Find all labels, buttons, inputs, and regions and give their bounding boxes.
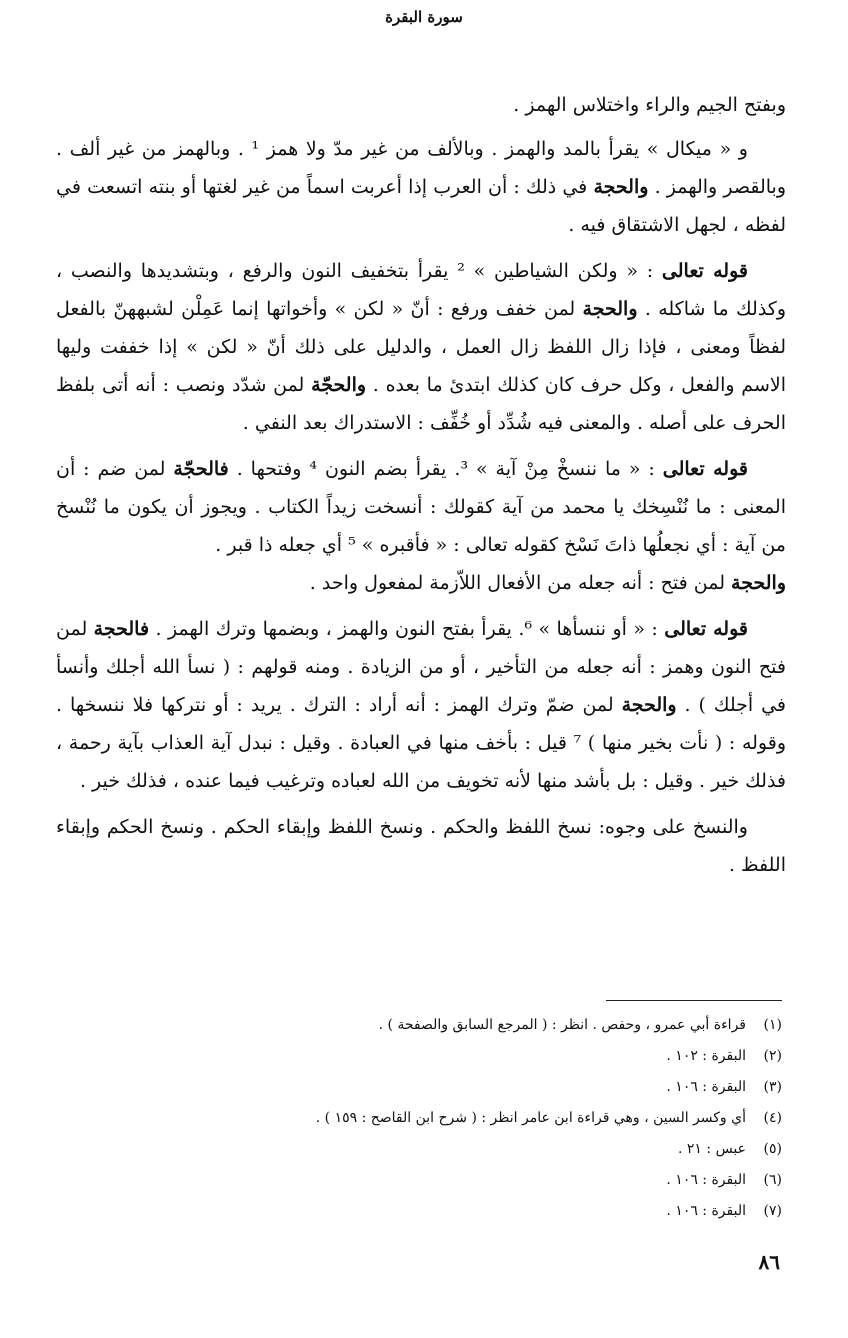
paragraph-nansaha bbox=[56, 610, 786, 800]
footnote-item bbox=[62, 1103, 782, 1134]
paragraph-mikal bbox=[56, 130, 786, 244]
paragraph-text: لمن شدّد ونصب : أنه أتى بلفظ الحرف على أصله . والمعنى فيه شُدِّد أو خُفِّف : الاستدراك بعد النفي . bbox=[56, 374, 786, 434]
paragraph-naskh bbox=[56, 808, 786, 884]
footnote-item bbox=[62, 1072, 782, 1103]
footnote-divider bbox=[606, 1000, 782, 1001]
paragraph-text: لمن فتح : أنه جعله من الأفعال اللاّزمة لمفعول واحد . bbox=[309, 572, 725, 594]
main-text-block bbox=[56, 86, 786, 892]
footnote-number: (٤) bbox=[763, 1110, 782, 1126]
footnotes-list bbox=[62, 1010, 782, 1227]
footnote-text: البقرة : ١٠٦ . bbox=[666, 1203, 746, 1219]
paragraph-text: لمن فتح النون وهمز : أنه جعله من التأخير ، أو من الزيادة . ومنه قولهم : ( نسأ الله أجلك وأنسأ في أجلك ) . bbox=[56, 618, 787, 716]
footnote-text: قراءة أبي عمرو ، وحفص . انظر : ( المرجع السابق والصفحة ) . bbox=[378, 1017, 746, 1033]
footnote-item bbox=[62, 1196, 782, 1227]
footnote-text: البقرة : ١٠٢ . bbox=[666, 1048, 746, 1064]
footnote-item bbox=[62, 1010, 782, 1041]
footnote-number: (٣) bbox=[763, 1079, 782, 1095]
footnote-item bbox=[62, 1134, 782, 1165]
paragraph-text: والنسخ على وجوه: نسخ اللفظ والحكم . ونسخ اللفظ وإبقاء الحكم . ونسخ الحكم وإبقاء اللفظ . bbox=[56, 816, 786, 876]
footnote-text: البقرة : ١٠٦ . bbox=[666, 1079, 746, 1095]
page-number: ٨٦ bbox=[758, 1250, 780, 1274]
paragraph-text: لمن ضم : أن المعنى : ما نُنْسِخك يا محمد من آية كقولك : أنسخت زيداً الكتاب . ويجوز أن يكون ما نُنْسخ من آية : أي نجعلُها ذاتَ نَسْخ كقوله تعالى : « فأقبره » ⁵ أي جعله ذا قبر . bbox=[56, 458, 786, 556]
paragraph-text: : « ولكن الشياطين » ² يقرأ بتخفيف النون والرفع ، وبتشديدها والنصب ، وكذلك ما شاكله . bbox=[56, 260, 787, 320]
bold-term-hujja: والحجة bbox=[621, 694, 677, 716]
paragraph-text: لمن ضمّ وترك الهمز : أنه أراد : الترك . يريد : أو نتركها فلا ننسخها . وقوله : ( نأت بخير منها ) ⁷ قيل : بأخف منها في العبادة . وقيل : نبدل آية العذاب بآية رحمة ، فذلك خير . وقيل : بل بأشد منها لأنه تخويف من الله لعباده وترغيب فيما عنده ، فذلك خير . bbox=[56, 694, 786, 792]
paragraph-continuation bbox=[56, 86, 786, 124]
footnote-number: (٧) bbox=[763, 1203, 782, 1219]
paragraph-text: و « ميكال » يقرأ بالمد والهمز . وبالألف من غير مدّ ولا همز ¹ . وبالهمز من غير ألف . وبالقصر والهمز . bbox=[56, 138, 786, 198]
footnote-text: البقرة : ١٠٦ . bbox=[666, 1172, 746, 1188]
footnote-text: أي وكسر السين ، وهي قراءة ابن عامر انظر : ( شرح ابن القاصح : ١٥٩ ) . bbox=[315, 1110, 746, 1126]
page-header-surah-title: سورة البقرة bbox=[385, 8, 463, 26]
paragraph-text: وبفتح الجيم والراء واختلاس الهمز . bbox=[513, 94, 786, 116]
bold-term-qawluhu-taala: قوله تعالى bbox=[664, 618, 748, 640]
bold-term-hujja: والحجة bbox=[582, 298, 638, 320]
paragraph-text: : « ما ننسخْ مِنْ آية » ³. يقرأ بضم النون ⁴ وفتحها . bbox=[236, 458, 655, 480]
footnote-text: عبس : ٢١ . bbox=[678, 1141, 746, 1157]
paragraph-walakin bbox=[56, 252, 786, 442]
footnote-item bbox=[62, 1165, 782, 1196]
paragraph-text: : « أو ننسأها » ⁶. يقرأ بفتح النون والهمز ، وبضمها وترك الهمز . bbox=[155, 618, 658, 640]
bold-term-hujja: والحجّة bbox=[311, 374, 367, 396]
bold-term-hujja: والحجة bbox=[731, 572, 786, 594]
paragraph-nansakh bbox=[56, 450, 786, 602]
footnote-number: (٦) bbox=[763, 1172, 782, 1188]
paragraph-text: لمن خفف ورفع : أنّ « لكن » وأخواتها إنما عَمِلْن لشبههنّ بالفعل لفظاً ومعنى ، فإذا زال اللفظ زال العمل ، والدليل على ذلك أنّ « لكن » إذا خففت وليها الاسم والفعل ، وكل حرف كان كذلك ابتدئ ما بعده . bbox=[56, 298, 786, 396]
paragraph-text: في ذلك : أن العرب إذا أعربت اسماً من غير لغتها أو بنته اتسعت في لفظه ، لجهل الاشتقاق فيه . bbox=[56, 176, 786, 236]
bold-term-qawluhu-taala: قوله تعالى bbox=[662, 458, 748, 480]
footnote-item bbox=[62, 1041, 782, 1072]
bold-term-hujja: فالحجّة bbox=[173, 458, 229, 480]
footnote-number: (١) bbox=[763, 1017, 782, 1033]
footnote-number: (٢) bbox=[763, 1048, 782, 1064]
bold-term-hujja: فالحجة bbox=[93, 618, 150, 640]
bold-term-hujja: والحجة bbox=[593, 176, 649, 198]
bold-term-qawluhu-taala: قوله تعالى bbox=[661, 260, 748, 282]
footnote-number: (٥) bbox=[763, 1141, 782, 1157]
